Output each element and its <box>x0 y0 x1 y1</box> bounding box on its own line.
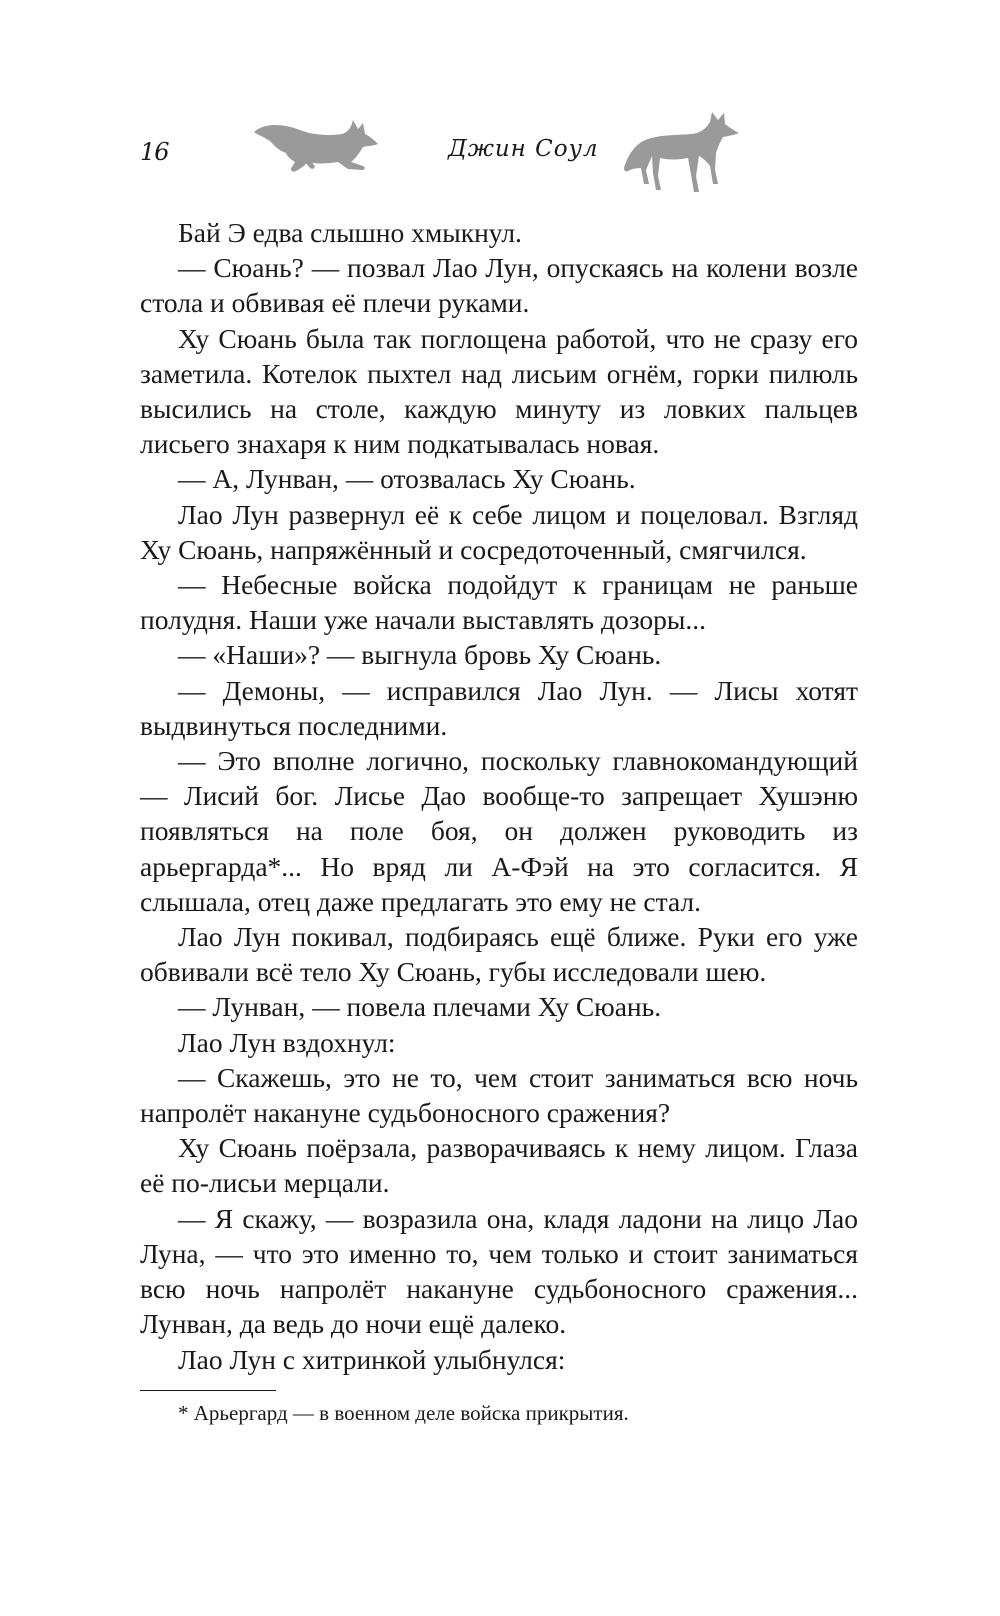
paragraph: — А, Лунван, — отозвалась Ху Сюань. <box>178 463 636 495</box>
paragraph: Ху Сюань была так поглощена работой, что не сразу его заметила. Котелок пыхтел над лисьим огнём, горки пилюль высились на столе, каждую минуту из ловких пальцев лисьего знахаря к ним подкатывалась новая. <box>140 322 858 460</box>
footnote: * Арьергард — в военном деле войска прикрытия. <box>178 1401 629 1425</box>
paragraph: — Демоны, — исправился Лао Лун. — Лисы хотят выдвинуться последними. <box>140 674 858 741</box>
paragraph: — Скажешь, это не то, чем стоит заниматься всю ночь напролёт накануне судьбоносного сражения? <box>140 1061 858 1129</box>
paragraph: Лао Лун вздохнул: <box>178 1026 396 1058</box>
paragraph: — Лунван, — повела плечами Ху Сюань. <box>178 991 662 1023</box>
paragraph: — Я скажу, — возразила она, кладя ладони на лицо Лао Луна, — что это именно то, чем только и стоит заниматься всю ночь напролёт накануне судьбоносного сражения... Лунван, да ведь до ночи ещё далеко. <box>140 1202 858 1340</box>
page-number: 16 <box>140 138 169 166</box>
running-fox-icon <box>250 110 380 180</box>
paragraph: Лао Лун покивал, подбираясь ещё ближе. Руки его уже обвивали всё тело Ху Сюань, губы исследовали шею. <box>140 921 858 988</box>
standing-fox-icon <box>622 110 740 196</box>
paragraph: — Небесные войска подойдут к границам не раньше полудня. Наши уже начали выставлять дозоры... <box>140 569 858 636</box>
author-name: Джин Соул <box>448 136 599 162</box>
footnote-divider <box>140 1390 276 1391</box>
body-text <box>140 215 858 1377</box>
paragraph: Лао Лун развернул её к себе лицом и поцеловал. Взгляд Ху Сюань, напряжённый и сосредоточенный, смягчился. <box>140 498 858 565</box>
paragraph: Ху Сюань поёрзала, разворачиваясь к нему лицом. Глаза её по-лисьи мерцали. <box>140 1132 858 1199</box>
paragraph: — «Наши»? — выгнула бровь Ху Сюань. <box>178 639 662 671</box>
paragraph: Лао Лун с хитринкой улыбнулся: <box>178 1343 566 1375</box>
paragraph: — Сюань? — позвал Лао Лун, опускаясь на колени возле стола и обвивая её плечи руками. <box>140 252 858 319</box>
page-header <box>0 100 1000 190</box>
paragraph: Бай Э едва слышно хмыкнул. <box>178 217 522 248</box>
paragraph: — Это вполне логично, поскольку главнокомандующий — Лисий бог. Лисье Дао вообще-то запрещает Хушэню появляться на поле боя, он должен руководить из арьергарда*... Но вряд ли А-Фэй на это согласится. Я слышала, отец даже предлагать это ему не стал. <box>140 745 858 917</box>
